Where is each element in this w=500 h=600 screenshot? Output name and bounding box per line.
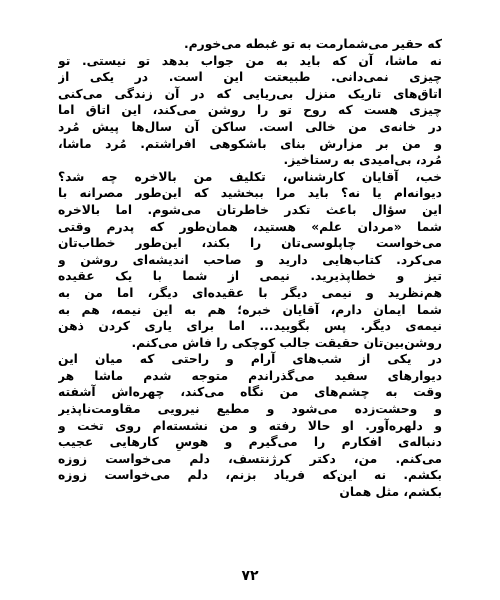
text-line: دیوارهای سفید می‌گذراندم متوجه شدم ماشا هر (58, 368, 442, 383)
text-line: می‌خواست چاپلوسی‌تان را بکند، این‌طور خطاب‌تان (58, 236, 442, 251)
text-line: بکشم. نه این‌که فریاد بزنم، دلم می‌خواست زوزه (58, 468, 442, 483)
text-line: دیوانه‌ام یا نه؟ باید مرا ببخشید که این‌طور مصرانه با (58, 186, 442, 201)
text-line: مُرد، بی‌امیدی به رستاخیز. (283, 153, 442, 168)
text-line: اتاق‌های تاریک منزل بی‌ریایی که در آن زندگی می‌کنی (58, 86, 442, 101)
body-text (58, 36, 442, 501)
text-line: می‌کنم. من، دکتر کرژنتسف، دلم می‌خواست زوزه (58, 451, 442, 466)
text-line: روشن‌بین‌تان حقیقت جالب کوچکی را فاش می‌کنم. (131, 335, 442, 350)
text-line: شما «مردان علم» هستید، همان‌طور که پدرم وقتی (58, 219, 442, 234)
text-line: در یکی از شب‌های آرام و راحتی که میان این (58, 352, 442, 367)
text-line: و من بر مزارش بنای باشکوهی افراشتم. مُرد ماشا، (58, 136, 442, 151)
text-line: در خانه‌ی من خالی است. ساکن آن سال‌ها پیش مُرد (58, 119, 442, 134)
text-line: چیزی هست که روح تو را روشن می‌کند، این اتاق اما (58, 103, 442, 118)
page-number: ۷۲ (241, 568, 259, 584)
text-line: و وحشت‌زده می‌شود و مطیع نیرویی مقاومت‌ناپذیر (58, 402, 442, 417)
text-line: این سؤال باعث تکدر خاطرتان می‌شوم. اما بالاخره (58, 202, 442, 217)
text-line: وقت به چشم‌های من نگاه می‌کند، چهره‌اش آشفته (58, 385, 442, 400)
text-line: و دلهره‌آور. او حالا رفته و من نشسته‌ام روی تخت و (58, 418, 442, 433)
text-line: می‌کرد. کتاب‌هایی دارید و صاحب اندیشه‌ای روشن و (58, 252, 442, 267)
text-line: نیمه‌ی دیگر. پس بگویید... اما برای یاری کردن ذهن (58, 319, 442, 334)
text-line: شما ایمان دارم، آقایان خبره؛ هم به این نیمه، هم به (58, 302, 442, 317)
text-line: دنباله‌ی افکارم را می‌گیرم و هوسِ کارهایی عجیب (58, 435, 442, 450)
text-line: تیز و خطاپذیرید. نیمی از شما با یک عقیده (58, 269, 442, 284)
text-line: خب، آقایان کارشناس، تکلیف من بالاخره چه شد؟ (58, 169, 442, 184)
text-line: بکشم، مثل همان (339, 485, 442, 500)
text-line: هم‌نظرید و نیمی دیگر با عقیده‌ای دیگر، اما من به (58, 285, 442, 300)
text-line: چیزی نمی‌دانی. طبیعتت این است. در یکی از (58, 70, 442, 85)
text-line: نه ماشا، آن که باید به من جواب بدهد تو نیستی. تو (58, 53, 442, 68)
text-line: که حقیر می‌شمارمت به تو غبطه می‌خورم. (183, 37, 442, 51)
